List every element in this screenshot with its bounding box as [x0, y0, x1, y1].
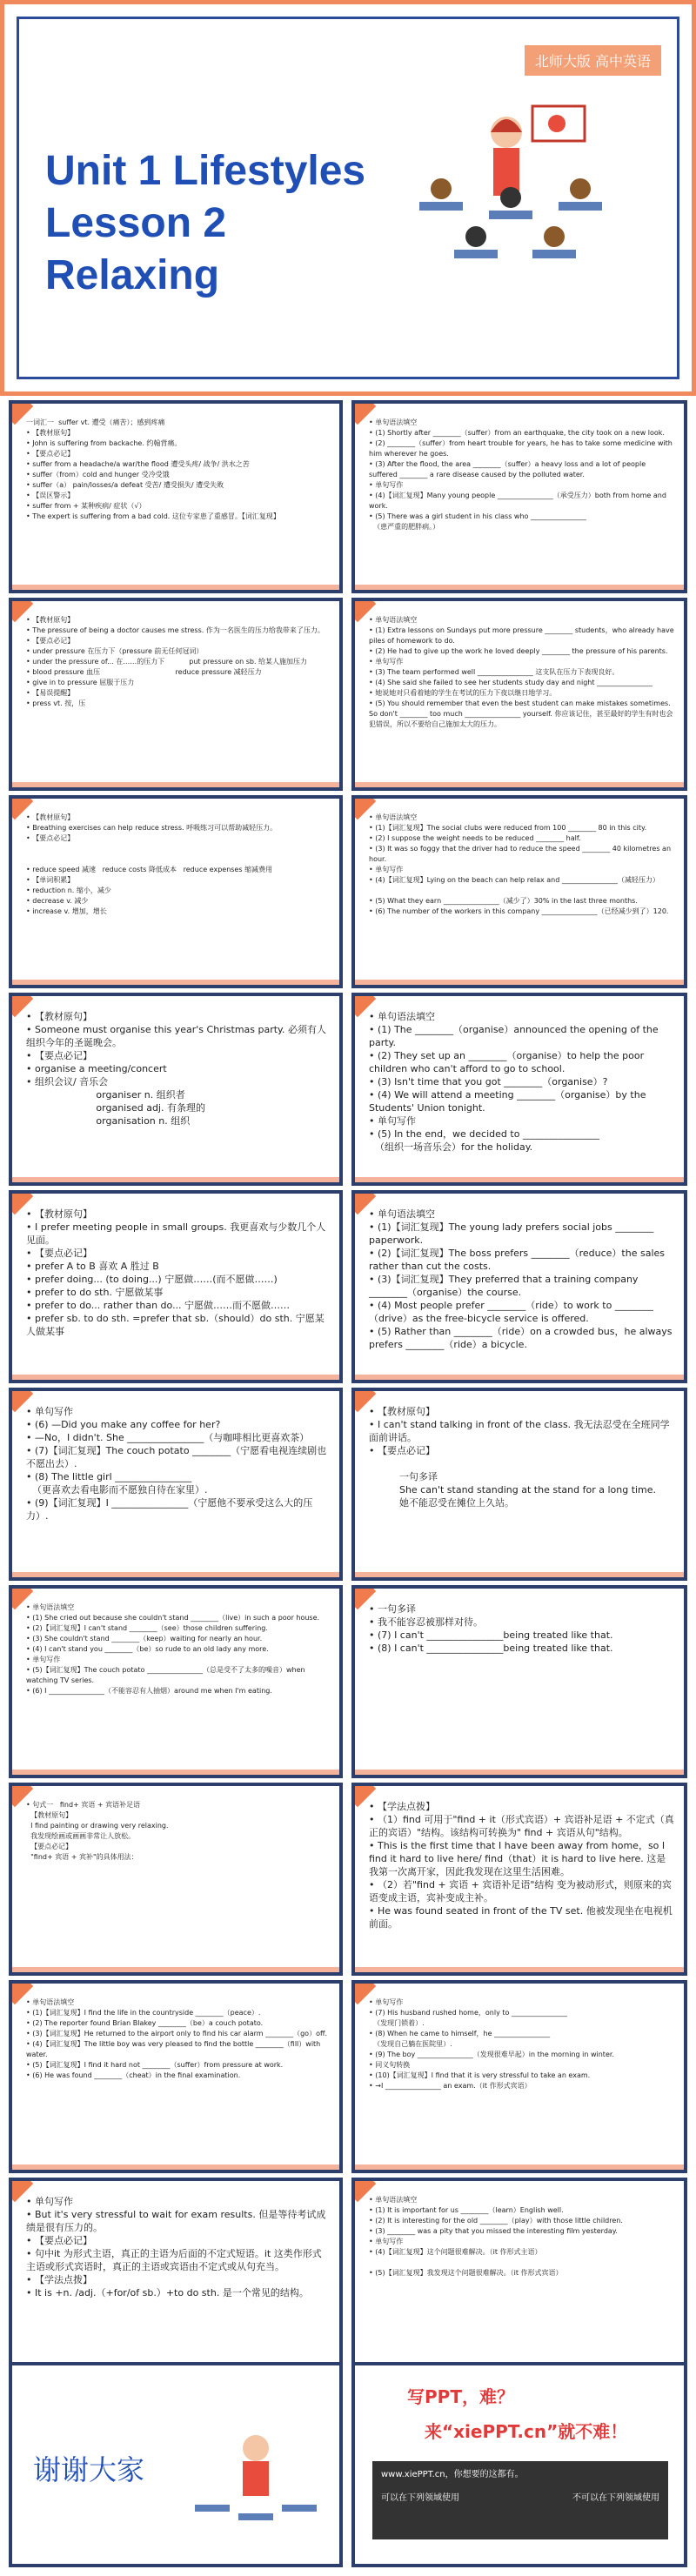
slide-text: • 单句语法填空 • (1)【词汇复现】I find the life in the countryside ________（peace）. • (2) The reporter found Brian Blakey ________（be）a couch potato. • (3)【词汇复现】He returned to the airport only to find his car alarm ________（go）off. • (4)【词汇复现】The little boy was very pleased to find the bottle ________（fill）with water. • (5)【词汇复现】I find it hard not ________（suffer）from pressure at work. • (6) He was found ________（cheat）in the final examination.: [26, 1998, 328, 2079]
slide-text: • 【教材原句】 • The pressure of being a doctor causes me stress. 作为一名医生的压力给我带来了压力。 • 【要点必记】 • under pressure 在压力下（pressure 前无任何冠词） • under the pressure of... 在……的压力下 put pressure on sb. 给某人施加压力 • blood pressure 血压 reduce pressure 减轻压力 • give in to pressure 屈服于压力 • 【易误提醒】 • press vt. 按，压: [26, 616, 325, 707]
promo-col1: 可以在下列领域使用: [381, 2493, 459, 2503]
content-slide: [351, 1388, 687, 1581]
bottom-stripe: [12, 1967, 339, 1972]
slide-text: • 一句多译 • 我不能容忍被那样对待。 • (7) I can't ________________being treated like that. • (8) I can't ________________being treated like that.: [369, 1603, 613, 1654]
content-slide: [351, 598, 687, 791]
content-slide: [9, 795, 343, 988]
title-line2: Lesson 2: [45, 200, 227, 246]
slide-text: • 单句写作 • (7) His husband rushed home，only to ________________ （发现门锁着）. • (8) When he came to himself，he ________________ （发现自己躺在医院里）. • (9) The boy ________________（发现很难早起）in the morning in winter. • 同义句转换 • (10)【词汇复现】I find that it is very stressful to take an exam. • →I ________________ an exam.（it 作形式宾语）: [369, 1998, 614, 2090]
bottom-stripe: [12, 980, 339, 985]
slide-text: • 【学法点拨】 • （1）find 可用于"find + it（形式宾语）+ 宾语补足语 + 不定式（真正的宾语）"结构。该结构可转换为" find + 宾语从句"结构。 • This is the first time that I have been away from home，so I find it hard to live here/ find（that）it is hard to live here. 这是我第一次离开家，因此我发现在这里生活困难。 • （2）若"find + 宾语 + 宾语补足语"结构 变为被动形式，则原来的宾语变成主语，宾补变成主补。 • He was found seated in front of the TV set. 他被发现坐在电视机前面。: [369, 1801, 674, 1930]
slide-text: • 单句语法填空 • (1) Extra lessons on Sundays put more pressure ________ students，who already have piles of homework to do. • (2) He had to give up the work he loved deeply ________ the pressure of his parents. • 单句写作 • (3) The team performed well ________________ 这支队在压力下表现良好。 • (4) She said she failed to see her students study day and night ________________ • 她说她对只看着她的学生在考试的压力下夜以继日地学习。 • (5) You should remember that even the best student can make mistakes sometimes. So don't ________ too much ________________ yourself. 你应该记住，甚至最好的学生有时也会犯错误，所以不要给自己施加太大的压力。: [369, 616, 674, 728]
bottom-stripe: [12, 782, 339, 787]
content-slide: [351, 1783, 687, 1976]
content-slide: [351, 400, 687, 593]
promo-line2: 来“xiePPT.cn”就不难！: [425, 2421, 628, 2442]
slide-text: 一词汇一 suffer vt. 遭受（痛苦）；感到疼痛 • 【教材原句】 • John is suffering from backache. 约翰背痛。 • 【要点必记】 • suffer from a headache/a war/the flood 遭受头疼/ 战争/ 洪水之苦 • suffer（from）cold and hunger 受冷受饿 • suffer（a） pain/losses/a defeat 受苦/ 遭受损失/ 遭受失败 • 【误区警示】 • suffer from + 某种疾病/ 症状（√） • The expert is suffering from a bad cold. 这位专家患了重感冒。【词汇复现】: [26, 418, 280, 520]
thanks-text: 谢谢大家: [33, 2453, 145, 2486]
bottom-stripe: [355, 1967, 684, 1972]
classroom-illustration: [402, 97, 628, 298]
content-slide: [9, 1980, 343, 2173]
content-slide: [9, 1388, 343, 1581]
content-slide: [351, 1190, 687, 1383]
slide-text: • 单句写作 • (6) —Did you make any coffee for her? • —No，I didn't. She ________________（与咖啡相比更喜欢茶） • (7)【词汇复现】The couch potato ________（宁愿看电视连续剧也不愿出去）. • (8) The little girl ________________ （更喜欢去看电影而不愿独自待在家里）. • (9)【词汇复现】I ________________（宁愿他不要承受这么大的压力）.: [26, 1406, 327, 1522]
bottom-stripe: [12, 1177, 339, 1182]
content-slide: [9, 993, 343, 1186]
content-slide: [351, 795, 687, 988]
slide-text: • 【教材原句】 • I prefer meeting people in small groups. 我更喜欢与少数几个人见面。 • 【要点必记】 • prefer A to B 喜欢 A 胜过 B • prefer doing... (to doing...) 宁愿做……(而不愿做……) • prefer to do sth. 宁愿做某事 • prefer to do... rather than do... 宁愿做……而不愿做…… • prefer sb. to do sth. =prefer that sb.（should）do sth. 宁愿某人做某事: [26, 1208, 326, 1337]
bottom-stripe: [12, 2165, 339, 2170]
bottom-stripe: [355, 585, 684, 590]
cover-frame: [17, 17, 679, 379]
title-line3: Relaxing: [45, 252, 220, 298]
content-slide: [351, 2178, 687, 2371]
slide-text: • 【教材原句】 • I can't stand talking in front of the class. 我无法忍受在全班同学面前讲话。 • 【要点必记】 一句多译 She can't stand standing at the stand for a long time. 她不能忍受在摊位上久站。: [369, 1406, 670, 1509]
bottom-stripe: [12, 1572, 339, 1577]
slide-text: • 单句语法填空 • (1) The ________（organise）announced the opening of the party. • (2) They set up an ________（organise）to help the poor children who can't afford to go to school. • (3) Isn't time that you got ________（organise）? • (4) We will attend a meeting ________（organise）by the Students' Union tonight. • 单句写作 • (5) In the end，we decided to ________________ （组织一场音乐会）for the holiday.: [369, 1011, 659, 1153]
cover-badge: 北师大版 高中英语: [525, 45, 661, 76]
promo-bar-text: www.xiePPT.cn，你想要的这都有。: [381, 2470, 524, 2479]
slide-text: • 【教材原句】 • Breathing exercises can help reduce stress. 呼吸练习可以帮助减轻压力。 • 【要点必记】 • reduce speed 减速 reduce costs 降低成本 reduce expenses 缩减费用 • 【单词积累】 • reduction n. 缩小，减少 • decrease v. 减少 • increase v. 增加，增长: [26, 813, 278, 915]
slide-text: • 单句语法填空 • (1) Shortly after ________（suffer）from an earthquake, the city took on a new look. • (2) ________（suffer）from heart trouble for years, he has to take some medicine with him wherever he goes. • (3) After the flood, the area ________（suffer）a heavy loss and a lot of people suffered ________ a rare disease caused by the polluted water. • 单句写作 • (4)【词汇复现】Many young people ________________（承受压力）both from home and work. • (5) There was a girl student in his class who ________________ （患严重的肥胖病。）: [369, 418, 673, 531]
content-slide: [351, 1585, 687, 1778]
students-illustration: [186, 2426, 325, 2539]
bottom-stripe: [355, 1770, 684, 1775]
promo-col2: 不可以在下列领域使用: [572, 2493, 659, 2503]
content-slide: [9, 1585, 343, 1778]
bottom-stripe: [12, 1770, 339, 1775]
content-slide: [351, 1980, 687, 2173]
bottom-stripe: [355, 980, 684, 985]
content-slide: [351, 993, 687, 1186]
slide-text: • 【教材原句】 • Someone must organise this year's Christmas party. 必须有人组织今年的圣诞晚会。 • 【要点必记】 • organise a meeting/concert • 组织会议/ 音乐会 organiser n. 组织者 organised adj. 有条理的 organisation n. 组织: [26, 1011, 326, 1127]
content-slide: [9, 1190, 343, 1383]
bottom-stripe: [355, 1572, 684, 1577]
content-slide: [9, 400, 343, 593]
promo-line1: 写PPT，难？: [407, 2386, 514, 2407]
slide-text: • 单句写作 • But it's very stressful to wait for exam results. 但是等待考试成绩是很有压力的。 • 【要点必记】 • 句中it 为形式主语，真正的主语为后面的不定式短语。it 这类作形式主语或形式宾语时，真正的主语或宾语由不定式或从句充当。 • 【学法点拨】 • It is +n. /adj.（+for/of sb.）+to do sth. 是一个常见的结构。: [26, 2196, 326, 2298]
slide-text: • 单句语法填空 • (1) She cried out because she couldn't stand ________（live）in such a poor house. • (2)【词汇复现】I can't stand ________（see）those children suffering. • (3) She couldn't stand ________（keep）waiting for nearly an hour. • (4) I can't stand you ________（be）so rude to an old lady any more. • 单句写作 • (5)【词汇复现】The couch potato ________________（总是受不了太多的噪音）when watching TV series. • (6) I ________________（不能容忍有人抽烟）around me when I'm eating.: [26, 1603, 320, 1695]
slide-text: • 句式一 find+ 宾语 + 宾语补足语 【教材原句】 I find painting or drawing very relaxing. 我发现绘画或画画非常让人放松。 【要点必记】 "find+ 宾语 + 宾补"的具体用法：: [26, 1801, 169, 1861]
bottom-stripe: [12, 585, 339, 590]
content-slide: [9, 2178, 343, 2371]
promo-bar: [372, 2461, 668, 2539]
content-slide: [9, 1783, 343, 1976]
bottom-stripe: [355, 2165, 684, 2170]
content-slide: [9, 598, 343, 791]
bottom-stripe: [355, 782, 684, 787]
cover-title: [45, 145, 365, 302]
cover-slide: [0, 0, 696, 396]
bottom-stripe: [355, 1177, 684, 1182]
slide-text: • 单句语法填空 • (1)【词汇复现】The social clubs were reduced from 100 ________ 80 in this city. • (2) I suppose the weight needs to be reduced ________ half. • (3) It was so foggy that the driver had to reduce the speed ________ 40 kilometres an hour. • 单句写作 • (4)【词汇复现】Lying on the beach can help relax and ________________（减轻压力） • (5) What they earn ________________（减少了）30% in the last three months. • (6) The number of the workers in this company ________________（已经减少到了）120.: [369, 813, 672, 915]
thanks-slide: [9, 2362, 343, 2567]
bottom-stripe: [355, 1375, 684, 1380]
slide-text: • 单句语法填空 • (1) It is important for us ________（learn）English well. • (2) It is interesting for the old ________（play）with those little children. • (3) ________ was a pity that you missed the interesting film yesterday. • 单句写作 • (4)【词汇复现】这个问题很难解决。（it 作形式主语） • (5)【词汇复现】我发现这个问题很难解决。（it 作形式宾语）: [369, 2196, 623, 2277]
slide-text: • 单句语法填空 • (1)【词汇复现】The young lady prefers social jobs ________ paperwork. • (2)【词汇复现】The boss prefers ________（reduce）the sales rather than cut the costs. • (3)【词汇复现】They preferred that a training company ________（organise）the course. • (4) Most people prefer ________（ride）to work to ________（drive）as the free-bicycle service is offered. • (5) Rather than ________（ride）on a crowded bus，he always prefers ________（ride）a bicycle.: [369, 1208, 673, 1350]
title-line1: Unit 1 Lifestyles: [45, 148, 366, 194]
promo-slide: [351, 2362, 687, 2567]
bottom-stripe: [12, 1375, 339, 1380]
